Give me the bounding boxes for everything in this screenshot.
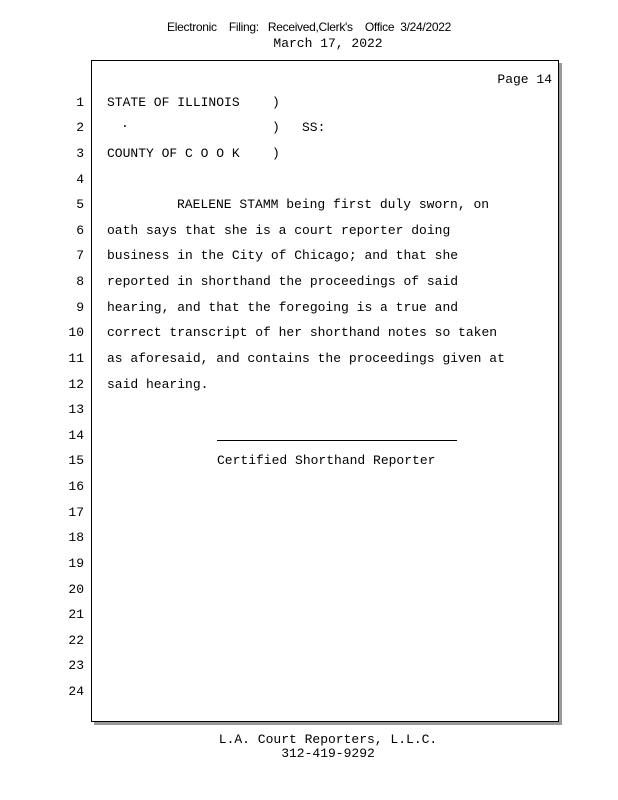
electronic-filing-stamp: Electronic Filing: Received,Clerk's Office 3/24/2022 xyxy=(167,20,451,34)
line-number: 15 xyxy=(68,453,84,468)
line-number: 20 xyxy=(68,582,84,597)
line-number: 17 xyxy=(68,505,84,520)
line-number: 6 xyxy=(76,223,84,238)
line-number: 5 xyxy=(76,197,84,212)
line-number: 18 xyxy=(68,530,84,545)
line-number: 23 xyxy=(68,658,84,673)
transcript-date: March 17, 2022 xyxy=(273,36,383,51)
line-number: 11 xyxy=(68,351,84,366)
line-10-text: correct transcript of her shorthand notes so taken xyxy=(107,325,498,340)
line-number: 16 xyxy=(68,479,84,494)
line-number: 7 xyxy=(76,248,84,263)
line-12-text: said hearing. xyxy=(107,377,209,392)
line-number: 19 xyxy=(68,556,84,571)
signature-caption: Certified Shorthand Reporter xyxy=(217,453,436,468)
line-2-ss: SS: xyxy=(302,120,326,135)
line-number: 14 xyxy=(68,428,84,443)
page-number: Page 14 xyxy=(497,72,552,87)
line-5-text: RAELENE STAMM being first duly sworn, on xyxy=(177,197,490,212)
footer-phone: 312-419-9292 xyxy=(281,746,375,761)
line-number: 9 xyxy=(76,300,84,315)
line-number: 12 xyxy=(68,377,84,392)
line-number: 2 xyxy=(76,120,84,135)
line-number: 13 xyxy=(68,402,84,417)
line-1-bracket: ) xyxy=(272,95,280,110)
line-number: 24 xyxy=(68,684,84,699)
line-number: 21 xyxy=(68,607,84,622)
line-number: 4 xyxy=(76,172,84,187)
line-number: 3 xyxy=(76,146,84,161)
line-number: 22 xyxy=(68,633,84,648)
line-6-text: oath says that she is a court reporter doing xyxy=(107,223,451,238)
line-8-text: reported in shorthand the proceedings of said xyxy=(107,274,459,289)
line-number: 8 xyxy=(76,274,84,289)
line-number: 1 xyxy=(76,95,84,110)
line-2-bracket: ) xyxy=(272,120,280,135)
line-7-text: business in the City of Chicago; and that she xyxy=(107,248,459,263)
line-9-text: hearing, and that the foregoing is a true and xyxy=(107,300,459,315)
line-2-mark: . xyxy=(121,116,129,131)
line-3-venue-county: COUNTY OF C O O K xyxy=(107,146,240,161)
line-1-venue-state: STATE OF ILLINOIS xyxy=(107,95,240,110)
line-11-text: as aforesaid, and contains the proceedings given at xyxy=(107,351,505,366)
line-3-bracket: ) xyxy=(272,146,280,161)
signature-line xyxy=(217,440,457,441)
line-number: 10 xyxy=(68,325,84,340)
footer-company: L.A. Court Reporters, L.L.C. xyxy=(218,732,438,747)
